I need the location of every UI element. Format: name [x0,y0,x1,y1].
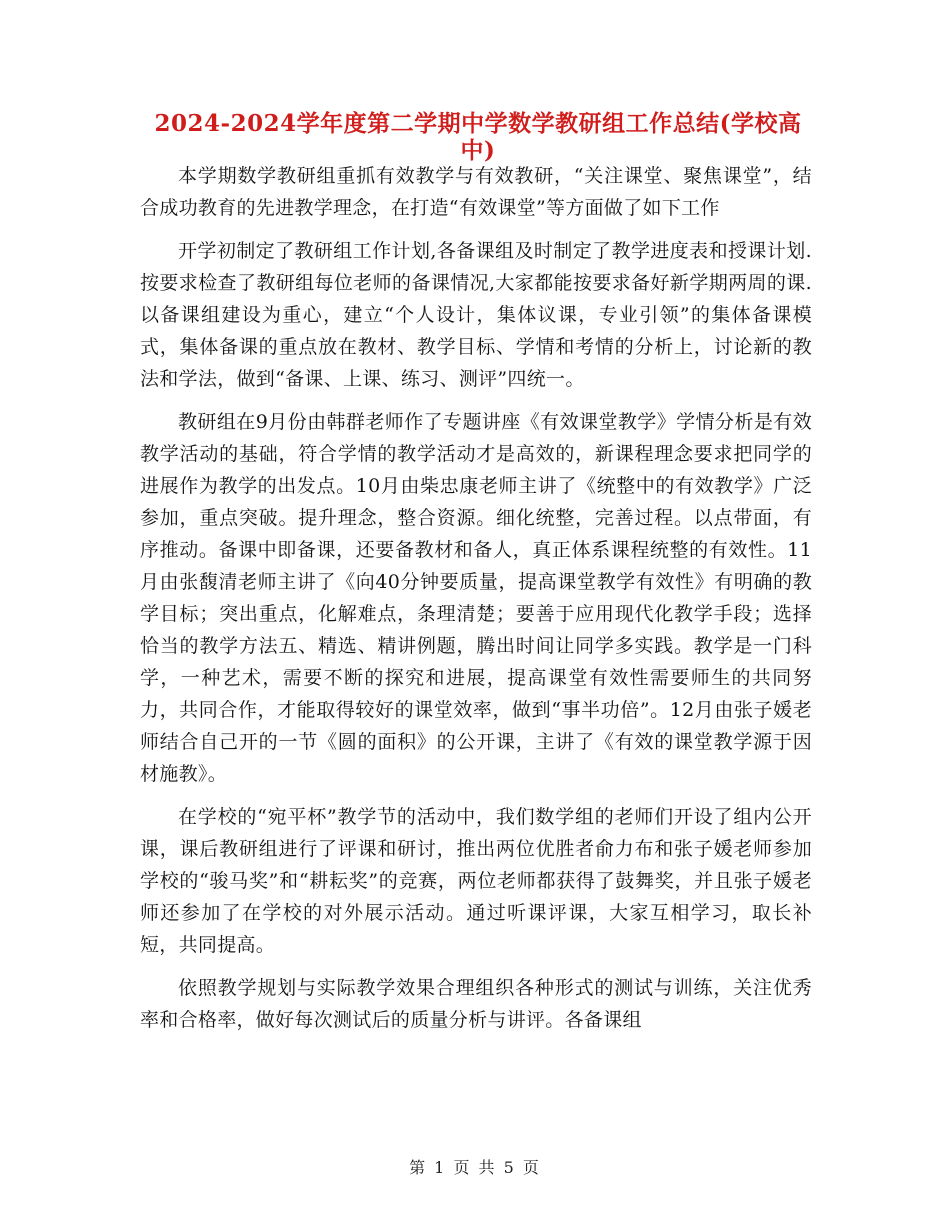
paragraph-planning: 开学初制定了教研组工作计划,各备课组及时制定了教学进度表和授课计划.按要求检查了教研组每位老师的备课情况,大家都能按要求备好新学期两周的课.以备课组建设为重心，建立“个人设计，集体议课，专业引领”的集体备课模式，集体备课的重点放在教材、教学目标、学情和考情的分析上，讨论新的教法和学法，做到“备课、上课、练习、测评”四统一。 [140,240,812,390]
paragraph-teaching-festival: 在学校的“宛平杯”教学节的活动中，我们数学组的老师们开设了组内公开课，课后教研组进行了评课和研讨，推出两位优胜者俞力布和张子媛老师参加学校的“骏马奖”和“耕耘奖”的竞赛，两位老师都获得了鼓舞奖，并且张子媛老师还参加了在学校的对外展示活动。通过听课评课，大家互相学习，取长补短，共同提高。 [140,806,812,956]
paragraph-intro: 本学期数学教研组重抓有效教学与有效教研，“关注课堂、聚焦课堂”，结合成功教育的先进教学理念，在打造“有效课堂”等方面做了如下工作 [140,165,812,219]
document-title: 2024-2024学年度第二学期中学数学教研组工作总结(学校高中) [154,110,802,164]
document-body [140,160,812,1047]
page-footer: 第 1 页 共 5 页 [409,1158,541,1177]
paragraph-lectures: 教研组在9月份由韩群老师作了专题讲座《有效课堂教学》学情分析是有效教学活动的基础，符合学情的教学活动才是高效的，新课程理念要求把同学的进展作为教学的出发点。10月由柴忠康老师主讲了《统整中的有效教学》广泛参加，重点突破。提升理念，整合资源。细化统整，完善过程。以点带面，有序推动。备课中即备课，还要备教材和备人，真正体系课程统整的有效性。11月由张馥清老师主讲了《向40分钟要质量，提高课堂教学有效性》有明确的教学目标；突出重点，化解难点，条理清楚；要善于应用现代化教学手段；选择恰当的教学方法五、精选、精讲例题，腾出时间让同学多实践。教学是一门科学，一种艺术，需要不断的探究和进展，提高课堂有效性需要师生的共同努力，共同合作，才能取得较好的课堂效率，做到“事半功倍”。12月由张子媛老师结合自己开的一节《圆的面积》的公开课，主讲了《有效的课堂教学源于因材施教》。 [140,411,812,785]
paragraph-testing: 依照教学规划与实际教学效果合理组织各种形式的测试与训练，关注优秀率和合格率，做好每次测试后的质量分析与讲评。各备课组 [140,977,812,1031]
